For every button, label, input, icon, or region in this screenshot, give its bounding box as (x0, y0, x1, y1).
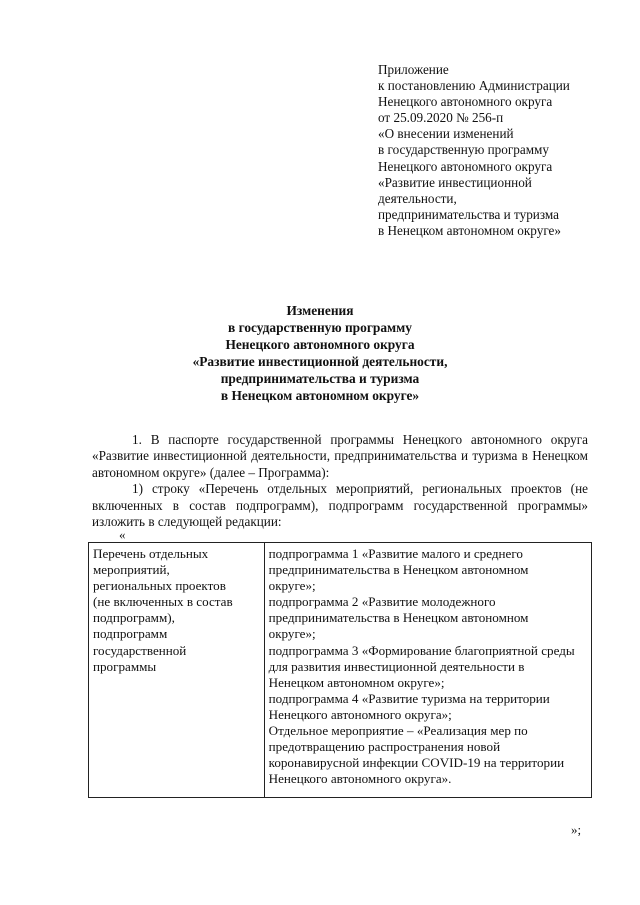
paragraph-2: 1) строку «Перечень отдельных мероприятий, региональных проектов (не включенных в состав подпрограмм), подпрограмм государственной программы» изложить в следующей редакции: (92, 481, 588, 530)
label-line: Перечень отдельных (93, 546, 209, 561)
header-line: деятельности, (378, 190, 457, 206)
row-content-cell (264, 543, 591, 798)
content-line: Ненецкого автономного округа»; (268, 706, 452, 722)
label-line: (не включенных в состав (93, 594, 233, 610)
label-line: мероприятий, (93, 562, 170, 578)
title-line: предпринимательства и туризма (220, 371, 420, 386)
header-line: к постановлению Администрации (378, 78, 570, 94)
title-line: «Развитие инвестиционной деятельности, (192, 354, 448, 369)
header-line: Ненецкого автономного округа (378, 158, 553, 174)
header-line: от 25.09.2020 № 256-п (378, 110, 504, 126)
content-line: подпрограмма 4 «Развитие туризма на территории (268, 690, 550, 706)
body-text (92, 432, 588, 530)
table-row (89, 543, 592, 798)
header-line: Ненецкого автономного округа (378, 94, 553, 110)
content-line: для развития инвестиционной деятельности в (268, 658, 525, 674)
title-line: Ненецкого автономного округа (225, 337, 415, 352)
header-line: «Развитие инвестиционной (378, 174, 532, 190)
content-line: подпрограмма 2 «Развитие молодежного (268, 594, 496, 610)
header-line: в государственную программу (378, 142, 549, 158)
content-line: коронавирусной инфекции COVID-19 на территории (268, 755, 565, 771)
title-line: в Ненецком автономном округе» (220, 388, 420, 403)
label-line: региональных проектов (93, 578, 226, 594)
title-line: в государственную программу (228, 320, 412, 335)
content-line: предпринимательства в Ненецком автономном (268, 610, 529, 626)
content-line: предпринимательства в Ненецком автономном (268, 562, 529, 578)
passport-table (88, 542, 592, 798)
content-line: округе»; (268, 578, 316, 594)
content-line: округе»; (268, 626, 316, 642)
document-title (60, 302, 580, 404)
label-line: подпрограмм), (93, 610, 175, 626)
paragraph-1: 1. В паспорте государственной программы Ненецкого автономного округа «Развитие инвестиционной деятельности, предпринимательства и туризма в Ненецком автономном округе» (далее – Программа): (92, 432, 588, 480)
header-line: в Ненецком автономном округе» (378, 222, 562, 238)
content-line: предотвращению распространения новой (268, 739, 501, 755)
content-line: Ненецкого автономного округа». (268, 771, 452, 787)
content-line: Отдельное мероприятие – «Реализация мер по (268, 723, 528, 739)
content-line: подпрограмма 1 «Развитие малого и среднего (268, 546, 523, 561)
closing-quote: »; (571, 822, 582, 837)
content-line: подпрограмма 3 «Формирование благоприятной среды (268, 642, 575, 658)
header-line: «О внесении изменений (378, 126, 514, 142)
appendix-header (378, 62, 618, 239)
label-line: программы (93, 658, 157, 674)
row-label-cell (89, 543, 265, 798)
header-line: Приложение (378, 62, 449, 77)
header-line: предпринимательства и туризма (378, 206, 559, 222)
opening-quote: « (119, 527, 126, 542)
content-line: Ненецком автономном округе»; (268, 674, 445, 690)
title-line: Изменения (286, 303, 354, 318)
label-line: государственной (93, 642, 187, 658)
label-line: подпрограмм (93, 626, 168, 642)
